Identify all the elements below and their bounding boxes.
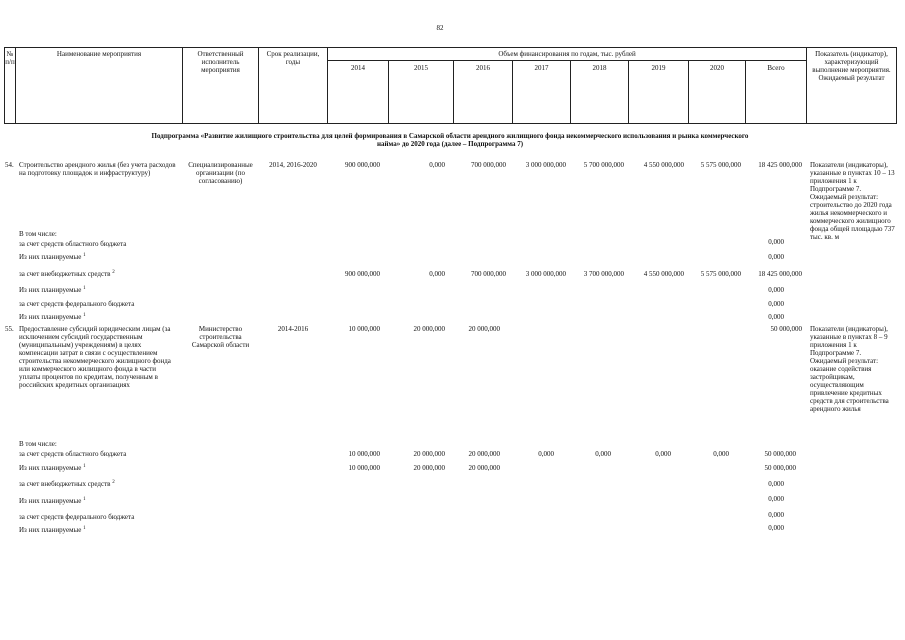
row-label: Из них планируемые $^1$ <box>19 497 86 505</box>
vline <box>327 47 328 124</box>
item-value: 20 000,000 <box>413 325 445 333</box>
row-total: 0,000 <box>768 524 784 532</box>
item-value: 3 000 000,000 <box>525 161 566 169</box>
item-indicator: Показатели (индикаторы), указанные в пунктах 10 – 13 приложения 1 к Подпрограмме 7. Ожидаемый результат: строительство до 2020 года жилья некоммерческого и коммерческого жилищного фонда общей площадью 737 тыс. кв. м <box>810 161 895 241</box>
item-value: 20 000,000 <box>468 325 500 333</box>
col-header-indicator: Показатель (индикатор), характеризующий выполнение мероприятия. Ожидаемый результат <box>812 50 891 82</box>
row-value: 3 000 000,000 <box>525 270 566 278</box>
page-number: 82 <box>436 24 444 32</box>
row-value: 20 000,000 <box>413 464 445 472</box>
row-value: 10 000,000 <box>348 450 380 458</box>
row-total: 0,000 <box>768 313 784 321</box>
item-num: 55. <box>5 325 14 333</box>
col-header-num: № п/п <box>5 50 15 66</box>
row-value: 4 550 000,000 <box>643 270 684 278</box>
in-total-label: В том числе: <box>19 230 57 238</box>
row-label: за счет средств областного бюджета <box>19 240 127 248</box>
row-label: за счет средств областного бюджета <box>19 450 127 458</box>
row-total: 0,000 <box>768 253 784 261</box>
row-label: Из них планируемые $^1$ <box>19 526 86 534</box>
row-total: 18 425 000,000 <box>758 270 802 278</box>
row-total: 0,000 <box>768 495 784 503</box>
row-value: 0,000 <box>538 450 554 458</box>
col-header-name: Наименование мероприятия <box>56 50 142 58</box>
row-label: Из них планируемые $^1$ <box>19 464 86 472</box>
col-header-year: 2017 <box>534 64 549 72</box>
row-label: за счет внебюджетных средств $^2$ <box>19 480 115 488</box>
item-executor: Специализированные организации (по согласованию) <box>188 161 253 185</box>
vline <box>182 47 183 124</box>
row-total: 0,000 <box>768 238 784 246</box>
row-label: за счет средств федерального бюджета <box>19 300 135 308</box>
item-name: Предоставление субсидий юридическим лицам (за исключением субсидий государственным (муниципальным) учреждениям) в целях компенсации затрат в связи с осуществлением строительства некоммерческого жилищного фонда или коммерческого жилищного фонда в части уплаты процентов по кредитам, полученным в российских кредитных организациях <box>19 325 171 389</box>
row-total: 0,000 <box>768 286 784 294</box>
item-indicator: Показатели (индикаторы), указанные в пунктах 8 – 9 приложения 1 к Подпрограмме 7. Ожидаемый результат: оказание содействия застройщикам, осуществляющим привлечение кредитных средств для строительства арендного жилья <box>810 325 889 413</box>
col-header-year: 2014 <box>351 64 365 72</box>
vline <box>15 47 16 124</box>
item-term: 2014, 2016-2020 <box>269 161 317 169</box>
col-header-year: 2015 <box>414 64 428 72</box>
vline <box>806 47 807 124</box>
item-value: 4 550 000,000 <box>643 161 684 169</box>
col-header-total: Всего <box>767 64 785 72</box>
row-value: 10 000,000 <box>348 464 380 472</box>
row-total: 0,000 <box>768 300 784 308</box>
item-value: 700 000,000 <box>471 161 506 169</box>
col-header-year: 2020 <box>710 64 724 72</box>
item-num: 54. <box>5 161 14 169</box>
header-top-rule <box>4 47 897 48</box>
row-value: 0,000 <box>713 450 729 458</box>
vline <box>896 47 897 124</box>
item-value: 10 000,000 <box>348 325 380 333</box>
row-total: 50 000,000 <box>764 464 796 472</box>
col-header-executor: Ответственный исполнитель мероприятия <box>197 50 244 74</box>
years-rule <box>327 60 807 61</box>
col-header-finance: Объем финансирования по годам, тыс. рублей <box>498 50 636 58</box>
item-value: 5 575 000,000 <box>700 161 741 169</box>
row-value: 900 000,000 <box>345 270 380 278</box>
item-term: 2014-2016 <box>277 325 309 333</box>
row-label: Из них планируемые $^1$ <box>19 313 86 321</box>
col-header-year: 2018 <box>592 64 607 72</box>
subprogram-title: Подпрограмма «Развитие жилищного строительства для целей формирования в Самарской области арендного жилищного фонда некоммерческого использования и рынка коммерческого найма» до 2020 года (далее – Подпрограмма 7) <box>151 132 749 148</box>
row-value: 20 000,000 <box>413 450 445 458</box>
item-total: 50 000,000 <box>770 325 802 333</box>
row-label: Из них планируемые $^1$ <box>19 286 86 294</box>
row-total: 0,000 <box>768 480 784 488</box>
col-header-term: Срок реализации, годы <box>266 50 320 66</box>
row-label: за счет внебюджетных средств $^2$ <box>19 270 115 278</box>
item-total: 18 425 000,000 <box>758 161 802 169</box>
item-executor: Министерство строительства Самарской области <box>191 325 250 349</box>
row-label: Из них планируемые $^1$ <box>19 253 86 261</box>
item-value: 0,000 <box>429 161 445 169</box>
row-value: 0,000 <box>595 450 611 458</box>
row-value: 3 700 000,000 <box>583 270 624 278</box>
col-header-year: 2019 <box>651 64 666 72</box>
row-total: 50 000,000 <box>764 450 796 458</box>
item-value: 900 000,000 <box>345 161 380 169</box>
row-value: 0,000 <box>655 450 671 458</box>
row-value: 5 575 000,000 <box>700 270 741 278</box>
header-bottom-rule <box>4 123 897 124</box>
item-name: Строительство арендного жилья (без учета расходов на подготовку площадок и инфраструктуру) <box>19 161 176 177</box>
row-label: за счет средств федерального бюджета <box>19 513 135 521</box>
row-value: 0,000 <box>429 270 445 278</box>
col-header-year: 2016 <box>476 64 490 72</box>
item-value: 5 700 000,000 <box>583 161 624 169</box>
row-value: 700 000,000 <box>471 270 506 278</box>
row-value: 20 000,000 <box>468 450 500 458</box>
in-total-label: В том числе: <box>19 440 57 448</box>
row-total: 0,000 <box>768 511 784 519</box>
row-value: 20 000,000 <box>468 464 500 472</box>
